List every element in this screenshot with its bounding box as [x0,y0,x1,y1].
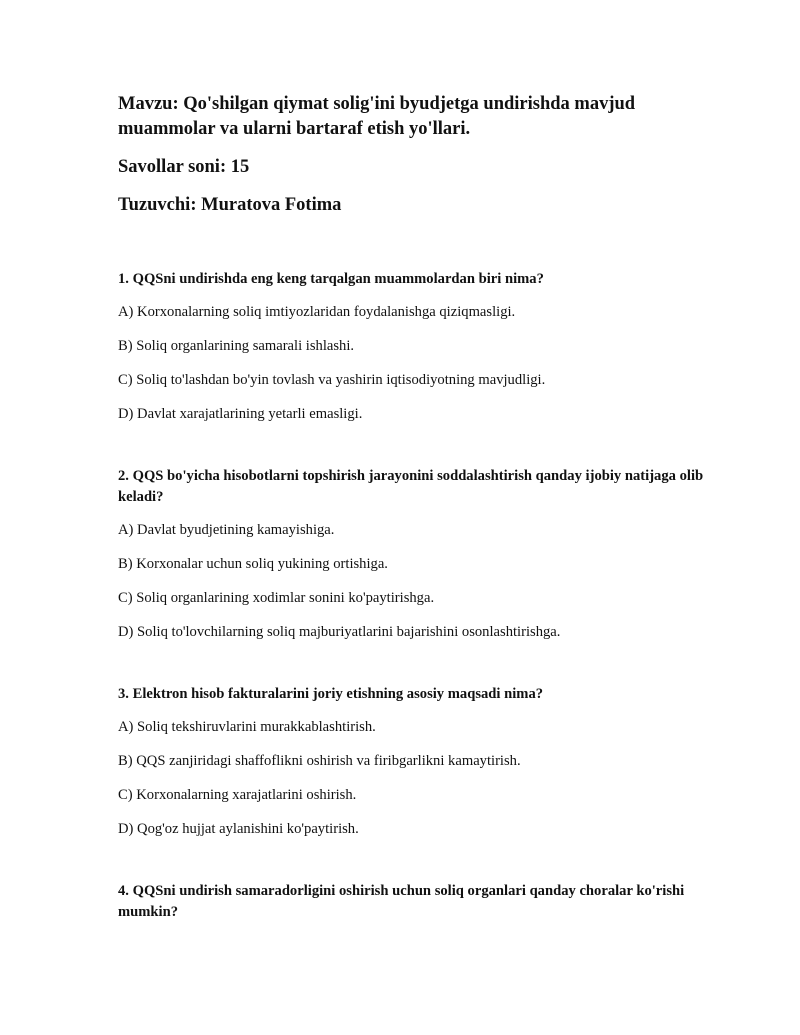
answer-option: B) QQS zanjiridagi shaffoflikni oshirish va firibgarlikni kamaytirish. [118,753,521,769]
answer-option: D) Qog'oz hujjat aylanishini ko'paytirish. [118,821,359,837]
document-topic: Mavzu: Qo'shilgan qiymat solig'ini byudjetga undirishda mavjud muammolar va ularni bartaraf etish yo'llari. [118,94,636,139]
answer-option: B) Korxonalar uchun soliq yukining ortishiga. [118,556,388,572]
answer-option: A) Davlat byudjetining kamayishiga. [118,522,335,538]
question-2 [118,466,718,643]
question-3 [118,684,718,840]
question-count: Savollar soni: 15 [118,157,250,177]
answer-option: A) Soliq tekshiruvlarini murakkablashtirish. [118,719,376,735]
answer-option: D) Davlat xarajatlarining yetarli emasligi. [118,406,363,422]
answer-option: C) Soliq organlarining xodimlar sonini ko'paytirishga. [118,590,435,606]
answer-option: B) Soliq organlarining samarali ishlashi. [118,338,355,354]
answer-option: C) Soliq to'lashdan bo'yin tovlash va yashirin iqtisodiyotning mavjudligi. [118,372,546,388]
question-4 [118,881,718,923]
answer-option: D) Soliq to'lovchilarning soliq majburiyatlarini bajarishini osonlashtirishga. [118,624,561,640]
document-author: Tuzuvchi: Muratova Fotima [118,195,342,215]
document-page [118,92,718,935]
question-title: 1. QQSni undirishda eng keng tarqalgan muammolardan biri nima? [118,271,544,287]
question-title: 2. QQS bo'yicha hisobotlarni topshirish jarayonini soddalashtirish qanday ijobiy natijaga olib keladi? [118,468,704,505]
question-1 [118,269,718,425]
answer-option: A) Korxonalarning soliq imtiyozlaridan foydalanishga qiziqmasligi. [118,304,516,320]
question-title: 4. QQSni undirish samaradorligini oshirish uchun soliq organlari qanday choralar ko'rishi mumkin? [118,883,685,920]
question-title: 3. Elektron hisob fakturalarini joriy etishning asosiy maqsadi nima? [118,686,544,702]
answer-option: C) Korxonalarning xarajatlarini oshirish. [118,787,357,803]
